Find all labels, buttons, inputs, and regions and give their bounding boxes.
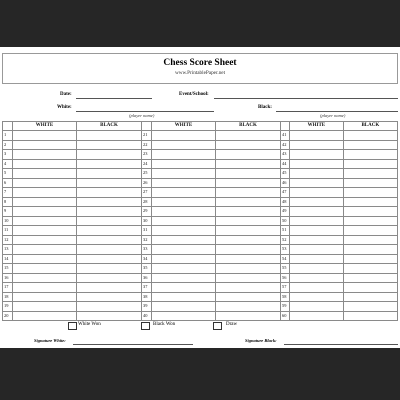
move-number: 56: [281, 273, 290, 283]
black-move-cell[interactable]: [216, 216, 281, 226]
move-number: 46: [281, 178, 290, 188]
move-number: 26: [142, 178, 152, 188]
move-number: 23: [142, 150, 152, 160]
sheet-title: Chess Score Sheet: [163, 58, 237, 68]
white-move-cell[interactable]: [13, 254, 77, 264]
white-player-label: White:: [57, 105, 72, 110]
black-move-cell[interactable]: [343, 302, 397, 312]
move-row: [281, 302, 398, 312]
black-move-cell[interactable]: [343, 131, 397, 141]
move-row: [142, 264, 281, 274]
white-move-cell[interactable]: [13, 273, 77, 283]
move-row: [3, 292, 142, 302]
move-row: [3, 216, 142, 226]
move-row: [3, 207, 142, 217]
black-move-cell[interactable]: [216, 150, 281, 160]
black-move-cell[interactable]: [343, 188, 397, 198]
move-number: 1: [3, 131, 13, 141]
black-move-cell[interactable]: [77, 197, 142, 207]
move-number: 53: [281, 245, 290, 255]
move-row: [3, 178, 142, 188]
date-label: Date:: [60, 92, 72, 97]
move-row: [142, 216, 281, 226]
black-move-cell[interactable]: [343, 235, 397, 245]
moves-block-1: [2, 121, 142, 321]
title-box: [2, 53, 398, 84]
black-move-cell[interactable]: [343, 159, 397, 169]
black-move-cell[interactable]: [216, 264, 281, 274]
move-row: [3, 197, 142, 207]
move-row: [142, 254, 281, 264]
move-row: [281, 188, 398, 198]
black-move-cell[interactable]: [216, 245, 281, 255]
sheet-subtitle: www.PrintablePaper.net: [174, 70, 226, 76]
move-number: 8: [3, 197, 13, 207]
move-number: 42: [281, 140, 290, 150]
white-move-cell[interactable]: [152, 188, 216, 198]
white-move-cell[interactable]: [13, 169, 77, 179]
move-row: [3, 159, 142, 169]
move-row: [281, 140, 398, 150]
move-row: [281, 159, 398, 169]
white-won-checkbox[interactable]: [68, 322, 77, 330]
white-move-cell[interactable]: [290, 216, 344, 226]
white-move-cell[interactable]: [152, 159, 216, 169]
move-number: 2: [3, 140, 13, 150]
white-move-cell[interactable]: [152, 178, 216, 188]
move-row: [142, 159, 281, 169]
move-number: 6: [3, 178, 13, 188]
black-move-cell[interactable]: [343, 216, 397, 226]
move-number: 11: [3, 226, 13, 236]
black-move-cell[interactable]: [216, 178, 281, 188]
white-move-cell[interactable]: [290, 264, 344, 274]
move-number: 52: [281, 235, 290, 245]
black-move-cell[interactable]: [343, 273, 397, 283]
black-move-cell[interactable]: [77, 207, 142, 217]
white-move-cell[interactable]: [290, 131, 344, 141]
black-move-cell[interactable]: [216, 159, 281, 169]
score-sheet: [0, 47, 400, 348]
move-row: [142, 283, 281, 293]
white-move-cell[interactable]: [152, 283, 216, 293]
black-column-header: BLACK: [77, 122, 142, 131]
move-number: 51: [281, 226, 290, 236]
move-row: [3, 169, 142, 179]
black-move-cell[interactable]: [77, 302, 142, 312]
white-move-cell[interactable]: [152, 150, 216, 160]
move-number: 13: [3, 245, 13, 255]
black-move-cell[interactable]: [77, 254, 142, 264]
black-move-cell[interactable]: [343, 140, 397, 150]
move-row: [142, 292, 281, 302]
date-line[interactable]: [76, 98, 152, 99]
move-number: 15: [3, 264, 13, 274]
black-move-cell[interactable]: [77, 216, 142, 226]
white-move-cell[interactable]: [13, 283, 77, 293]
white-move-cell[interactable]: [290, 226, 344, 236]
black-column-header: BLACK: [216, 122, 281, 131]
white-player-line[interactable]: [76, 111, 214, 112]
black-move-cell[interactable]: [77, 178, 142, 188]
white-move-cell[interactable]: [13, 235, 77, 245]
move-row: [281, 226, 398, 236]
white-move-cell[interactable]: [290, 245, 344, 255]
move-row: [3, 245, 142, 255]
move-number: 25: [142, 169, 152, 179]
white-move-cell[interactable]: [13, 216, 77, 226]
white-move-cell[interactable]: [152, 245, 216, 255]
black-move-cell[interactable]: [77, 140, 142, 150]
black-move-cell[interactable]: [77, 283, 142, 293]
header-row: [3, 122, 142, 131]
move-number: 43: [281, 150, 290, 160]
white-move-cell[interactable]: [13, 226, 77, 236]
move-row: [142, 235, 281, 245]
white-move-cell[interactable]: [13, 159, 77, 169]
white-move-cell[interactable]: [290, 140, 344, 150]
moves-block-3: [280, 121, 398, 321]
black-move-cell[interactable]: [77, 264, 142, 274]
white-move-cell[interactable]: [13, 292, 77, 302]
move-row: [142, 302, 281, 312]
move-row: [3, 283, 142, 293]
move-row: [142, 188, 281, 198]
white-move-cell[interactable]: [290, 150, 344, 160]
signature-black-label: Signature Black:: [245, 338, 277, 343]
black-move-cell[interactable]: [216, 169, 281, 179]
move-number: 16: [3, 273, 13, 283]
draw-checkbox[interactable]: [213, 322, 222, 330]
move-number: 10: [3, 216, 13, 226]
move-number: 5: [3, 169, 13, 179]
white-move-cell[interactable]: [13, 188, 77, 198]
white-move-cell[interactable]: [13, 197, 77, 207]
move-row: [142, 207, 281, 217]
black-move-cell[interactable]: [77, 273, 142, 283]
move-number: 59: [281, 302, 290, 312]
move-row: [142, 273, 281, 283]
white-move-cell[interactable]: [290, 169, 344, 179]
signature-white-label: Signature White:: [34, 338, 66, 343]
white-move-cell[interactable]: [13, 302, 77, 312]
white-move-cell[interactable]: [152, 216, 216, 226]
white-move-cell[interactable]: [152, 235, 216, 245]
black-move-cell[interactable]: [343, 207, 397, 217]
move-number: 35: [142, 264, 152, 274]
move-number: 48: [281, 197, 290, 207]
move-row: [281, 264, 398, 274]
black-player-line[interactable]: [276, 111, 398, 112]
white-move-cell[interactable]: [152, 207, 216, 217]
move-number-header: [142, 122, 152, 131]
black-move-cell[interactable]: [343, 292, 397, 302]
move-number: 50: [281, 216, 290, 226]
white-move-cell[interactable]: [152, 292, 216, 302]
header-row: [281, 122, 398, 131]
move-row: [281, 131, 398, 141]
black-player-hint: (player name): [320, 113, 346, 118]
move-row: [3, 188, 142, 198]
moves-table: [280, 121, 398, 321]
move-number: 20: [3, 311, 13, 321]
move-number: 49: [281, 207, 290, 217]
move-number: 36: [142, 273, 152, 283]
black-won-checkbox[interactable]: [141, 322, 150, 330]
white-move-cell[interactable]: [13, 150, 77, 160]
move-number: 4: [3, 159, 13, 169]
move-number: 28: [142, 197, 152, 207]
move-row: [142, 150, 281, 160]
white-move-cell[interactable]: [152, 273, 216, 283]
move-row: [142, 169, 281, 179]
black-move-cell[interactable]: [216, 188, 281, 198]
move-number: 47: [281, 188, 290, 198]
move-row: [3, 131, 142, 141]
white-move-cell[interactable]: [290, 311, 344, 321]
move-number: 12: [3, 235, 13, 245]
white-move-cell[interactable]: [290, 283, 344, 293]
black-move-cell[interactable]: [343, 169, 397, 179]
white-move-cell[interactable]: [290, 188, 344, 198]
black-column-header: BLACK: [343, 122, 397, 131]
move-row: [142, 178, 281, 188]
white-move-cell[interactable]: [290, 292, 344, 302]
moves-block-2: [141, 121, 281, 321]
black-move-cell[interactable]: [216, 140, 281, 150]
black-move-cell[interactable]: [216, 131, 281, 141]
move-row: [142, 245, 281, 255]
black-move-cell[interactable]: [216, 207, 281, 217]
move-row: [3, 140, 142, 150]
move-row: [281, 207, 398, 217]
move-row: [281, 311, 398, 321]
move-number: 55: [281, 264, 290, 274]
move-number-header: [281, 122, 290, 131]
black-player-label: Black:: [258, 105, 272, 110]
white-column-header: WHITE: [290, 122, 344, 131]
moves-grid: [2, 121, 398, 319]
move-row: [3, 235, 142, 245]
move-number: 21: [142, 131, 152, 141]
move-row: [281, 150, 398, 160]
move-row: [3, 273, 142, 283]
black-move-cell[interactable]: [77, 188, 142, 198]
black-move-cell[interactable]: [343, 311, 397, 321]
move-number: 18: [3, 292, 13, 302]
black-move-cell[interactable]: [343, 254, 397, 264]
black-move-cell[interactable]: [77, 235, 142, 245]
move-row: [281, 169, 398, 179]
header-row: [142, 122, 281, 131]
black-move-cell[interactable]: [343, 264, 397, 274]
white-move-cell[interactable]: [152, 169, 216, 179]
black-move-cell[interactable]: [216, 197, 281, 207]
move-row: [3, 226, 142, 236]
moves-table: [141, 121, 281, 321]
black-move-cell[interactable]: [77, 226, 142, 236]
white-move-cell[interactable]: [152, 131, 216, 141]
move-number: 17: [3, 283, 13, 293]
move-number: 39: [142, 302, 152, 312]
white-move-cell[interactable]: [152, 254, 216, 264]
moves-table: [2, 121, 142, 321]
move-number: 9: [3, 207, 13, 217]
white-move-cell[interactable]: [152, 311, 216, 321]
signature-white-line[interactable]: [73, 344, 193, 345]
move-row: [3, 264, 142, 274]
move-row: [142, 311, 281, 321]
move-number: 33: [142, 245, 152, 255]
black-move-cell[interactable]: [216, 226, 281, 236]
move-row: [281, 197, 398, 207]
white-move-cell[interactable]: [13, 140, 77, 150]
black-move-cell[interactable]: [343, 150, 397, 160]
move-number: 19: [3, 302, 13, 312]
move-row: [281, 283, 398, 293]
move-row: [3, 150, 142, 160]
black-move-cell[interactable]: [216, 254, 281, 264]
move-number: 3: [3, 150, 13, 160]
move-number: 14: [3, 254, 13, 264]
move-number: 24: [142, 159, 152, 169]
move-row: [281, 273, 398, 283]
black-move-cell[interactable]: [343, 245, 397, 255]
move-row: [142, 131, 281, 141]
move-number: 29: [142, 207, 152, 217]
event-label: Event/School:: [179, 92, 209, 97]
draw-label: Draw: [226, 322, 238, 327]
black-move-cell[interactable]: [343, 226, 397, 236]
move-row: [281, 254, 398, 264]
move-number: 54: [281, 254, 290, 264]
white-move-cell[interactable]: [13, 207, 77, 217]
move-number: 45: [281, 169, 290, 179]
move-number: 41: [281, 131, 290, 141]
black-move-cell[interactable]: [343, 283, 397, 293]
white-move-cell[interactable]: [152, 226, 216, 236]
move-row: [281, 245, 398, 255]
move-number: 58: [281, 292, 290, 302]
move-number: 60: [281, 311, 290, 321]
signature-black-line[interactable]: [284, 344, 398, 345]
black-move-cell[interactable]: [77, 311, 142, 321]
move-number: 30: [142, 216, 152, 226]
move-row: [3, 311, 142, 321]
white-move-cell[interactable]: [290, 273, 344, 283]
black-move-cell[interactable]: [216, 273, 281, 283]
move-row: [281, 235, 398, 245]
move-row: [142, 140, 281, 150]
black-move-cell[interactable]: [216, 292, 281, 302]
move-row: [281, 178, 398, 188]
move-number: 32: [142, 235, 152, 245]
move-row: [3, 302, 142, 312]
event-line[interactable]: [214, 98, 398, 99]
white-move-cell[interactable]: [13, 264, 77, 274]
black-move-cell[interactable]: [77, 245, 142, 255]
move-row: [142, 197, 281, 207]
white-move-cell[interactable]: [290, 178, 344, 188]
move-number: 22: [142, 140, 152, 150]
black-move-cell[interactable]: [216, 311, 281, 321]
black-move-cell[interactable]: [77, 150, 142, 160]
move-number: 57: [281, 283, 290, 293]
white-move-cell[interactable]: [152, 302, 216, 312]
black-move-cell[interactable]: [77, 131, 142, 141]
black-move-cell[interactable]: [216, 302, 281, 312]
white-move-cell[interactable]: [13, 178, 77, 188]
white-column-header: WHITE: [152, 122, 216, 131]
move-number: 27: [142, 188, 152, 198]
move-number: 34: [142, 254, 152, 264]
move-row: [3, 254, 142, 264]
white-player-hint: (player name): [129, 113, 155, 118]
move-number: 38: [142, 292, 152, 302]
black-move-cell[interactable]: [216, 235, 281, 245]
white-move-cell[interactable]: [13, 311, 77, 321]
black-move-cell[interactable]: [77, 169, 142, 179]
white-move-cell[interactable]: [290, 197, 344, 207]
move-number: 31: [142, 226, 152, 236]
move-number: 40: [142, 311, 152, 321]
white-won-label: White Won: [78, 322, 101, 327]
move-number-header: [3, 122, 13, 131]
white-move-cell[interactable]: [152, 140, 216, 150]
black-move-cell[interactable]: [77, 159, 142, 169]
move-row: [281, 292, 398, 302]
move-number: 37: [142, 283, 152, 293]
move-row: [142, 226, 281, 236]
white-column-header: WHITE: [13, 122, 77, 131]
move-number: 7: [3, 188, 13, 198]
black-move-cell[interactable]: [343, 197, 397, 207]
white-move-cell[interactable]: [290, 254, 344, 264]
black-move-cell[interactable]: [343, 178, 397, 188]
black-move-cell[interactable]: [77, 292, 142, 302]
black-won-label: Black Won: [153, 322, 176, 327]
white-move-cell[interactable]: [290, 302, 344, 312]
white-move-cell[interactable]: [13, 245, 77, 255]
white-move-cell[interactable]: [290, 159, 344, 169]
result-options: [0, 322, 400, 334]
black-move-cell[interactable]: [216, 283, 281, 293]
move-row: [281, 216, 398, 226]
white-move-cell[interactable]: [290, 207, 344, 217]
white-move-cell[interactable]: [152, 197, 216, 207]
white-move-cell[interactable]: [290, 235, 344, 245]
white-move-cell[interactable]: [152, 264, 216, 274]
move-number: 44: [281, 159, 290, 169]
white-move-cell[interactable]: [13, 131, 77, 141]
